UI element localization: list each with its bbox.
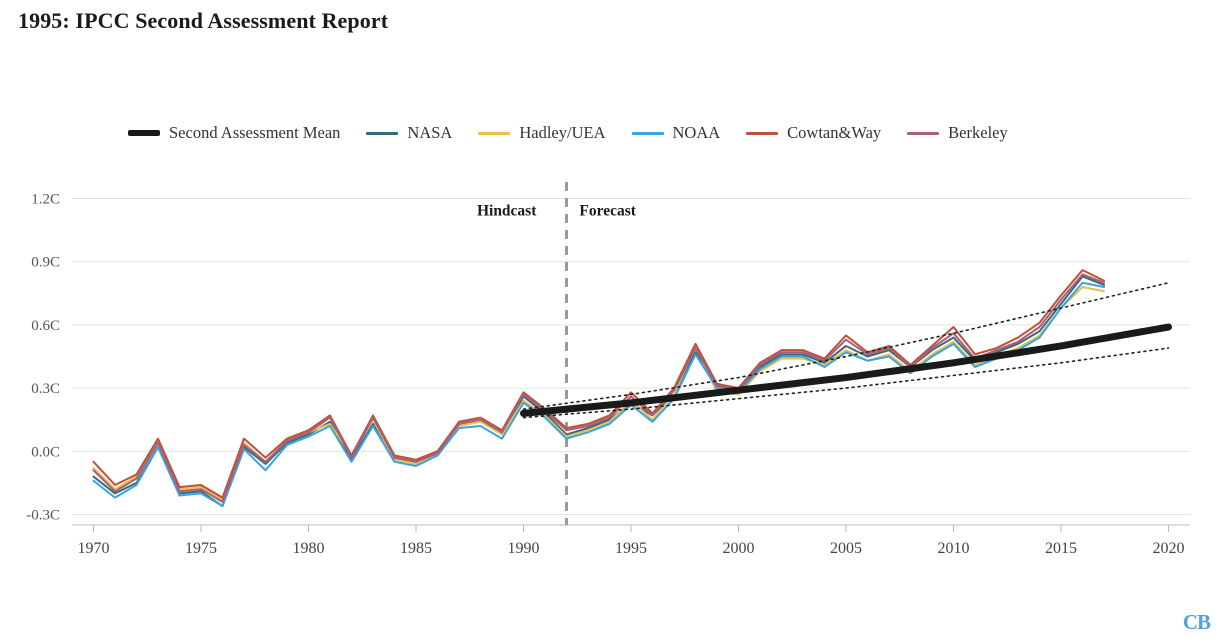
x-axis-tick-label: 2005 (830, 540, 862, 557)
legend-label: Second Assessment Mean (169, 123, 341, 142)
legend-label: Cowtan&Way (787, 123, 882, 142)
y-axis-tick-label: 0.0C (31, 444, 60, 461)
chart-annotation: Hindcast (476, 202, 537, 220)
legend-swatch-icon (366, 132, 398, 135)
x-axis-tick-label: 1980 (292, 540, 325, 557)
x-axis-tick-label: 1970 (77, 540, 110, 557)
chart-plot-area (0, 170, 1224, 570)
legend-swatch-icon (478, 132, 510, 135)
legend-label: NASA (407, 123, 453, 142)
chart-annotation: Forecast (579, 202, 636, 220)
y-axis-tick-label: 0.6C (31, 317, 60, 334)
y-axis-tick-label: 0.3C (31, 381, 60, 398)
legend-item (746, 123, 881, 143)
legend-swatch-icon (128, 130, 160, 136)
chart-svg (0, 170, 1224, 570)
legend-item (366, 123, 452, 143)
legend-item (478, 123, 605, 143)
y-axis-tick-label: 1.2C (31, 191, 60, 208)
legend-label: NOAA (672, 123, 721, 142)
x-axis-tick-label: 2020 (1152, 540, 1185, 557)
x-axis-tick-label: 1990 (507, 540, 540, 557)
y-axis-tick-label: -0.3C (26, 507, 60, 524)
series-line-hadley-uea (94, 287, 1105, 500)
carbon-brief-logo: CB (1182, 610, 1210, 634)
legend-item (128, 123, 340, 143)
x-axis-tick-label: 2000 (722, 540, 755, 557)
series-line-noaa (94, 283, 1105, 506)
x-axis-tick-label: 1975 (185, 540, 217, 557)
chart-legend (128, 120, 1034, 146)
y-axis-tick-label: 0.9C (31, 254, 60, 271)
legend-item (632, 123, 721, 143)
x-axis-tick-label: 1985 (400, 540, 432, 557)
legend-swatch-icon (632, 132, 664, 135)
x-axis-tick-label: 1995 (615, 540, 647, 557)
legend-swatch-icon (907, 132, 939, 135)
legend-swatch-icon (746, 132, 778, 135)
x-axis-tick-label: 2010 (937, 540, 970, 557)
legend-label: Hadley/UEA (519, 123, 606, 142)
series-line-nasa (94, 276, 1105, 506)
legend-label: Berkeley (948, 123, 1008, 142)
legend-item (907, 123, 1008, 143)
series-line-cowtan-way (94, 270, 1105, 497)
x-axis-tick-label: 2015 (1045, 540, 1077, 557)
page-title: 1995: IPCC Second Assessment Report (18, 8, 389, 33)
